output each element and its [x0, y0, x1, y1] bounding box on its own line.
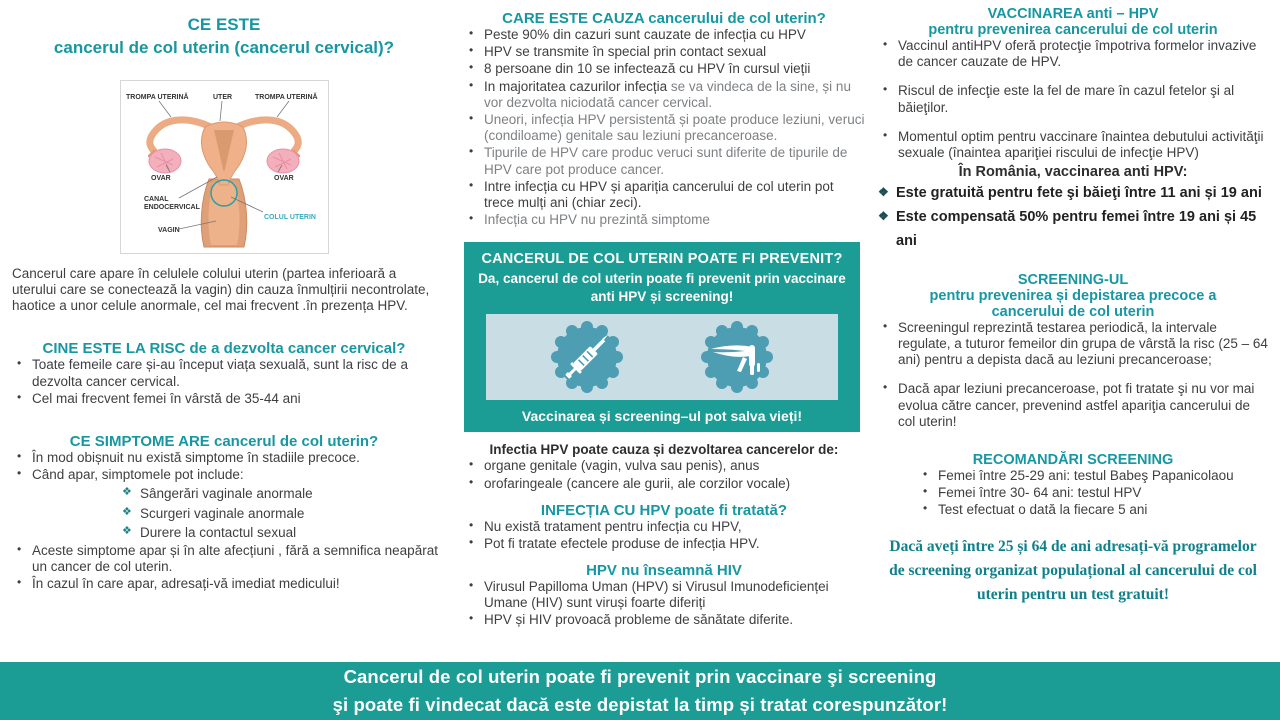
prevention-banner [464, 242, 860, 432]
heading-vaccine-line2: pentru prevenirea cancerului de col uterin [928, 22, 1218, 38]
list-item: • Momentul optim pentru vaccinare înaintea debutului activităţii sexuale (înaintea apariţiei riscului de infecţie HPV) [876, 129, 1270, 161]
list-item: • Aceste simptome apar și în alte afecțiuni , fără a semnifica neapărat un cancer de col uterin. [10, 543, 438, 575]
list-item: • Virusul Papilloma Uman (HPV) si Virusul Imunodeficienței Umane (HIV) sunt viruși foarte diferiți [462, 579, 866, 611]
romania-diamond-bullets [876, 182, 1270, 254]
list-item: ❖ Este gratuită pentru fete şi băieţi între 11 ani și 19 ani [876, 182, 1270, 206]
label-vagin: VAGIN [157, 226, 180, 234]
list-item: • Când apar, simptomele pot include: ❖ Sângerări vaginale anormale ❖ Scurgeri vaginale anormale ❖ Durere la contactul sexual [10, 467, 438, 542]
vagina-inner [208, 183, 239, 245]
speculum-icon [699, 319, 775, 395]
hiv-bullets [462, 579, 866, 629]
uterus-diagram-svg [121, 81, 328, 253]
list-item: • Riscul de infecţie este la fel de mare în cazul fetelor şi al băieţilor. [876, 83, 1270, 115]
list-item: • În cazul în care apar, adresați-vă imediat medicului! [10, 576, 438, 592]
footer-line1: Cancerul de col uterin poate fi prevenit prin vaccinare şi screening [343, 666, 937, 688]
heading-romania: În România, vaccinarea anti HPV: [958, 164, 1188, 181]
footer-banner [0, 662, 1280, 720]
list-item: ❖ Sângerări vaginale anormale [120, 485, 438, 503]
label-canal-2: ENDOCERVICAL [143, 203, 200, 211]
list-item: • Test efectuat o dată la fiecare 5 ani [916, 502, 1270, 518]
cause-bullets [462, 27, 866, 228]
list-item: ❖ Scurgeri vaginale anormale [120, 505, 438, 523]
list-item: • orofaringeale (cancere ale gurii, ale corzilor vocale) [462, 476, 866, 492]
label-uter: UTER [212, 93, 232, 101]
label-cervix: COLUL UTERIN [263, 213, 316, 221]
heading-vaccine-line1: VACCINAREA anti – HPV [987, 6, 1159, 22]
label-ovar-left: OVAR [150, 174, 171, 182]
cancers-bullets [462, 458, 866, 491]
list-item: • In majoritatea cazurilor infecția se va vindeca de la sine, și nu vor dezvolta niciodată cancer cervical. [462, 79, 866, 111]
list-item: • Femei între 30- 64 ani: testul HPV [916, 485, 1270, 501]
list-item: • Intre infecția cu HPV și apariția cancerului de col uterin pot trece mulți ani (chiar zeci). [462, 179, 866, 211]
heading-simptome: CE SIMPTOME ARE cancerul de col uterin? [69, 433, 379, 450]
label-tube-right: TROMPA UTERINĂ [254, 93, 318, 101]
heading-cause: CARE ESTE CAUZA cancerului de col uterin? [502, 10, 826, 27]
syringe-icon [549, 319, 625, 395]
vaccine-bullets [876, 38, 1270, 161]
list-item: • Nu există tratament pentru infecția cu HPV, [462, 519, 866, 535]
heading-treat: INFECȚIA CU HPV poate fi tratată? [540, 501, 788, 519]
list-item: • Uneori, infecția HPV persistentă și poate produce leziuni, veruci (condiloame) genitale sau leziuni precanceroase. [462, 112, 866, 144]
list-item: • Toate femeile care și-au început viața sexuală, sunt la risc de a dezvolta cancer cervical. [10, 357, 438, 389]
list-item: ❖ Durere la contactul sexual [120, 524, 438, 542]
list-item: • Vaccinul antiHPV oferă protecţie împotriva formelor invazive de cancer cauzate de HPV. [876, 38, 1270, 70]
footer-line2: şi poate fi vindecat dacă este depistat la timp și tratat corespunzător! [332, 694, 948, 715]
list-item: • Screeningul reprezintă testarea periodică, la intervale regulate, a tuturor femeilor din grupa de vârstă la risc (25 – 64 ani) pentru a depista dacă au leziuni precanceroase; [876, 320, 1270, 369]
page-title-line2: cancerul de col uterin (cancerul cervical)? [53, 37, 395, 57]
prevention-banner-tagline: Vaccinarea și screening–ul pot salva vieți! [521, 408, 803, 425]
list-item: • Cel mai frecvent femei în vârstă de 35-44 ani [10, 391, 438, 407]
heading-recommend: RECOMANDĂRI SCREENING [972, 452, 1174, 469]
prevention-banner-title: CANCERUL DE COL UTERIN POATE FI PREVENIT? [481, 251, 843, 268]
heading-cancers: Infectia HPV poate cauza și dezvoltarea cancerelor de: [489, 442, 839, 458]
heading-screening-line2: pentru prevenirea și depistarea precoce a cancerului de col uterin [929, 287, 1217, 320]
list-item: • 8 persoane din 10 se infectează cu HPV în cursul vieții [462, 61, 866, 77]
column-left [0, 0, 446, 662]
heading-vaccine [876, 6, 1270, 38]
treat-bullets [462, 519, 866, 552]
list-item: • Infecția cu HPV nu prezintă simptome [462, 212, 866, 228]
list-item: • Tipurile de HPV care produc veruci sunt diferite de tipurile de HPV care pot produce cancer. [462, 145, 866, 177]
risc-bullets [10, 357, 438, 407]
list-item: • organe genitale (vagin, vulva sau penis), anus [462, 458, 866, 474]
label-canal-1: CANAL [143, 195, 168, 203]
intro-paragraph: Cancerul care apare în celulele colului uterin (partea inferioară a uterului care se conectează la vagin) din cauza înmulțirii necontrolate, haotice a unor celule anormale, cel mai frecvent .în prezența HPV. [12, 265, 430, 314]
prevention-icon-band [486, 314, 838, 400]
uterus-diagram [120, 80, 329, 254]
list-item: • Femei între 25-29 ani: testul Babeş Papanicolaou [916, 468, 1270, 484]
label-ovar-right: OVAR [273, 174, 294, 182]
heading-screening-line1: SCREENING-UL [1017, 271, 1129, 288]
list-item: ❖ Este compensată 50% pentru femei între 19 ani și 45 ani [876, 206, 1270, 254]
heading-hiv: HPV nu înseamnă HIV [586, 562, 742, 580]
column-right [870, 0, 1280, 662]
recommend-bullets [916, 468, 1270, 519]
list-item: • HPV și HIV provoacă probleme de sănătate diferite. [462, 612, 866, 628]
heading-risc: CINE ESTE LA RISC de a dezvolta cancer cervical? [42, 340, 406, 358]
list-item: • HPV se transmite în special prin contact sexual [462, 44, 866, 60]
screening-bullets [876, 320, 1270, 430]
cta-paragraph: Dacă aveți între 25 și 64 de ani adresați-vă programelor de screening organizat populațional al cancerului de col uterin pentru un test gratuit! [889, 537, 1257, 603]
list-item: • În mod obișnuit nu există simptome în stadiile precoce. [10, 450, 438, 466]
list-item: • Pot fi tratate efectele produse de infecția HPV. [462, 536, 866, 552]
label-tube-left: TROMPA UTERINĂ [125, 93, 189, 101]
simptome-sublist [120, 485, 438, 542]
prevention-banner-subtitle: Da, cancerul de col uterin poate fi prevenit prin vaccinare anti HPV și screening! [478, 271, 846, 304]
list-item: • Peste 90% din cazuri sunt cauzate de infecția cu HPV [462, 27, 866, 43]
page-title-line1: CE ESTE [187, 15, 261, 34]
list-item: • Dacă apar leziuni precanceroase, pot fi tratate şi nu vor mai evolua către cancer, prevenind astfel apariţia cancerului de col uterin! [876, 381, 1270, 430]
simptome-bullets [10, 450, 438, 593]
heading-screening [876, 272, 1270, 320]
column-middle [446, 0, 870, 662]
page-title [10, 14, 438, 60]
